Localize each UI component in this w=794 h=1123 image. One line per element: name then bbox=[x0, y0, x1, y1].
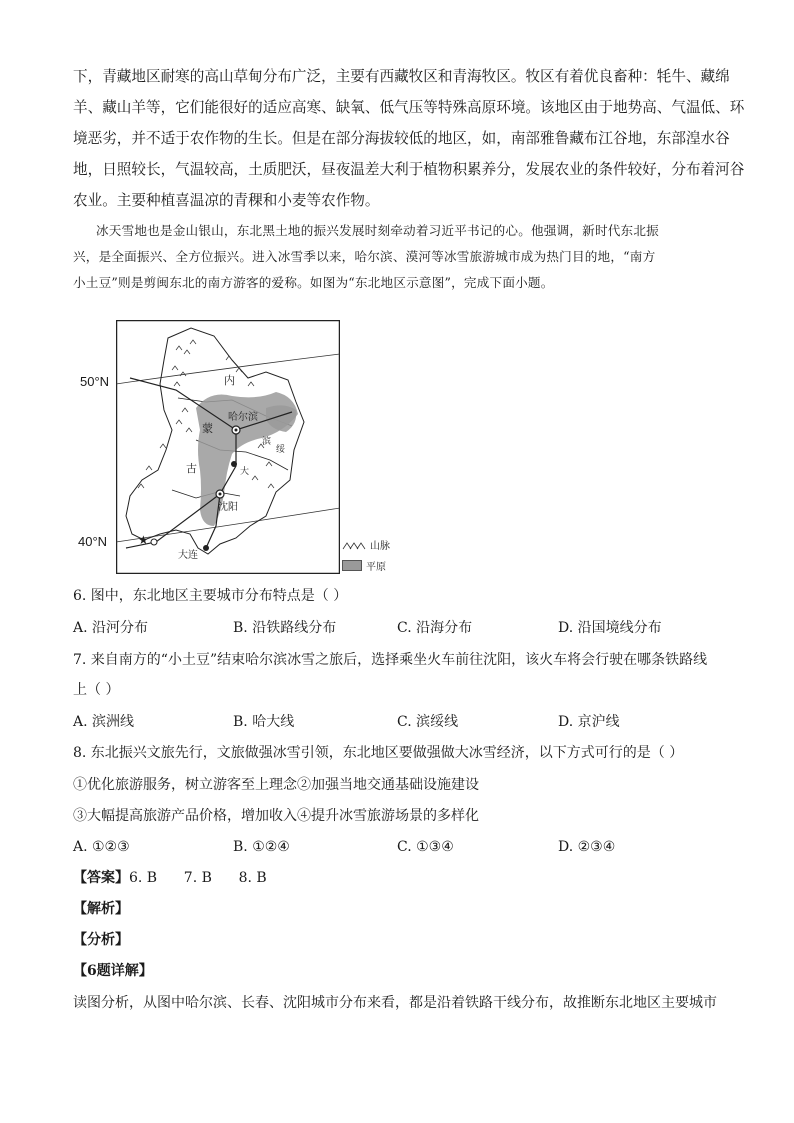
city-dot-changchun bbox=[231, 461, 237, 467]
lat-40-label: 40°N bbox=[78, 534, 108, 549]
q8-option-d: D. ②③④ bbox=[558, 839, 616, 855]
city-dot-tianjin bbox=[151, 539, 157, 545]
q8-option-c: C. ①③④ bbox=[397, 839, 454, 855]
fenxi-label: 【分析】 bbox=[73, 932, 129, 948]
legend-plain bbox=[342, 558, 386, 573]
city-label-dalian: 大连 bbox=[178, 550, 198, 561]
passage-line-1: 下，青藏地区耐寒的高山草甸分布广泛，主要有西藏牧区和青海牧区。牧区有着优良畜种：牦牛、藏绵 bbox=[73, 68, 730, 85]
region-char-gu: 古 bbox=[186, 462, 197, 475]
q6-detail-label: 【6题详解】 bbox=[73, 963, 153, 979]
intro-line-3: 小土豆”则是剪闽东北的南方游客的爱称。如图为“东北地区示意图”，完成下面小题。 bbox=[73, 275, 554, 290]
q7-option-c: C. 滨绥线 bbox=[397, 714, 459, 730]
question-8-stem: 8. 东北振兴文旅先行，文旅做强冰雪引领，东北地区要做强做大冰雪经济，以下方式可行的是（ ） bbox=[73, 745, 684, 761]
question-8-statement-1: ①优化旅游服务，树立游客至上理念②加强当地交通基础设施建设 bbox=[73, 777, 479, 793]
q6-option-c: C. 沿海分布 bbox=[397, 620, 473, 636]
question-6-stem: 6. 图中，东北地区主要城市分布特点是（ ） bbox=[73, 588, 348, 604]
answer-label: 【答案】 bbox=[73, 870, 129, 886]
lat-50-label: 50°N bbox=[80, 374, 110, 389]
region-char-nei: 内 bbox=[224, 374, 235, 387]
city-dot-dalian bbox=[203, 545, 209, 551]
q6-detail-text: 读图分析，从图中哈尔滨、长春、沈阳城市分布来看，都是沿着铁路干线分布，故推断东北地区主要城市 bbox=[73, 995, 717, 1011]
q6-option-d: D. 沿国境线分布 bbox=[558, 620, 662, 636]
intro-line-2: 兴，是全面振兴、全方位振兴。进入冰雪季以来，哈尔滨、漠河等冰雪旅游城市成为热门目的地，“南方 bbox=[73, 249, 656, 264]
passage-line-5: 农业。主要种植喜温凉的青稞和小麦等农作物。 bbox=[73, 192, 380, 209]
q7-option-b: B. 哈大线 bbox=[233, 714, 295, 730]
passage-line-4: 地，日照较长，气温较高，土质肥沃，昼夜温差大利于植物积累养分，发展农业的条件较好，分布着河谷 bbox=[73, 161, 745, 178]
rail-char-bin: 滨 bbox=[262, 437, 272, 447]
capital-star-icon: ★ bbox=[138, 533, 149, 547]
legend-mountain bbox=[342, 537, 390, 552]
mountain-legend-icon bbox=[342, 540, 366, 550]
q8-option-a: A. ①②③ bbox=[73, 839, 130, 855]
legend-plain-label: 平原 bbox=[366, 562, 386, 573]
question-intro bbox=[73, 218, 746, 296]
question-8-statement-2: ③大幅提高旅游产品价格，增加收入④提升冰雪旅游场景的多样化 bbox=[73, 808, 479, 824]
q7-option-a: A. 滨洲线 bbox=[73, 714, 135, 730]
region-char-meng: 蒙 bbox=[202, 422, 213, 435]
answer-values: 6. B 7. B 8. B bbox=[129, 870, 267, 886]
analysis-label: 【解析】 bbox=[73, 901, 129, 917]
q8-option-b: B. ①②④ bbox=[233, 839, 290, 855]
legend-mountain-label: 山脉 bbox=[370, 541, 390, 552]
rail-char-da: 大 bbox=[240, 467, 250, 477]
city-label-harbin: 哈尔滨 bbox=[228, 412, 258, 423]
rail-char-sui: 绥 bbox=[276, 445, 286, 455]
q7-option-d: D. 京沪线 bbox=[558, 714, 620, 730]
answer-row bbox=[73, 868, 267, 888]
question-7-stem-line-2: 上（ ） bbox=[73, 682, 120, 698]
plain-legend-swatch bbox=[342, 560, 362, 571]
passage-line-2: 羊、藏山羊等，它们能很好的适应高寒、缺氧、低气压等特殊高原环境。该地区由于地势高、气温低、环 bbox=[73, 99, 745, 116]
city-label-shenyang: 沈阳 bbox=[218, 502, 238, 513]
northeast-china-map bbox=[116, 320, 340, 574]
q6-option-a: A. 沿河分布 bbox=[73, 620, 149, 636]
passage-line-3: 境恶劣，并不适于农作物的生长。但是在部分海拔较低的地区，如，南部雅鲁藏布江谷地，东部湟水谷 bbox=[73, 130, 730, 147]
question-7-stem-line-1: 7. 来自南方的“小土豆”结束哈尔滨冰雪之旅后，选择乘坐火车前往沈阳，该火车将会行驶在哪条铁路线 bbox=[73, 652, 708, 668]
intro-line-1: 冰天雪地也是金山银山，东北黑土地的振兴发展时刻牵动着习近平书记的心。他强调，新时代东北振 bbox=[96, 223, 659, 238]
q6-option-b: B. 沿铁路线分布 bbox=[233, 620, 337, 636]
